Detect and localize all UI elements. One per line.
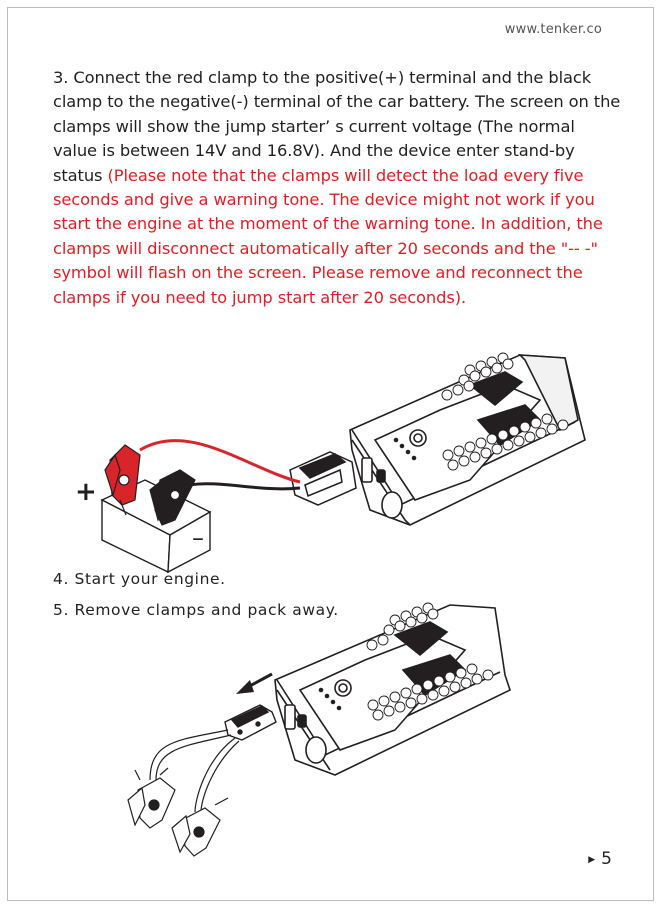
step-4-text: 4. Start your engine. [53,570,226,588]
page-number-value: 5 [601,849,612,869]
negative-sign: – [192,524,204,552]
step-3-text: 3. Connect the red clamp to the positive(+) terminal and the black clamp to the negative(-) terminal of the car battery. The screen on the clamps will show the jump starter’ s current voltage (The normal value is between 14V and 16.8V). And the device enter stand-by status [53,68,621,185]
step-5-text: 5. Remove clamps and pack away. [53,601,339,619]
jump-starter-device-packed-icon [275,603,510,775]
ec5-connector-detached-icon [225,705,276,740]
clamp-left-icon [128,768,175,828]
page-number [588,849,612,869]
clamp-right-icon [172,798,228,856]
play-triangle-icon: ▶ [588,855,596,865]
website-url: www.tenker.co [504,22,602,37]
step-3-warning-text: (Please note that the clamps will detect the load every five seconds and give a warning tone. The device might not work if you start the engine at the moment of the warning tone. In addition, the clamps will disconnect automatically after 20 seconds and the "-- -" symbol will flash on the screen. Please remove and reconnect the clamps if you need to jump start after 20 seconds). [53,165,603,307]
positive-sign: + [75,477,97,507]
left-arrow-icon [236,674,272,694]
